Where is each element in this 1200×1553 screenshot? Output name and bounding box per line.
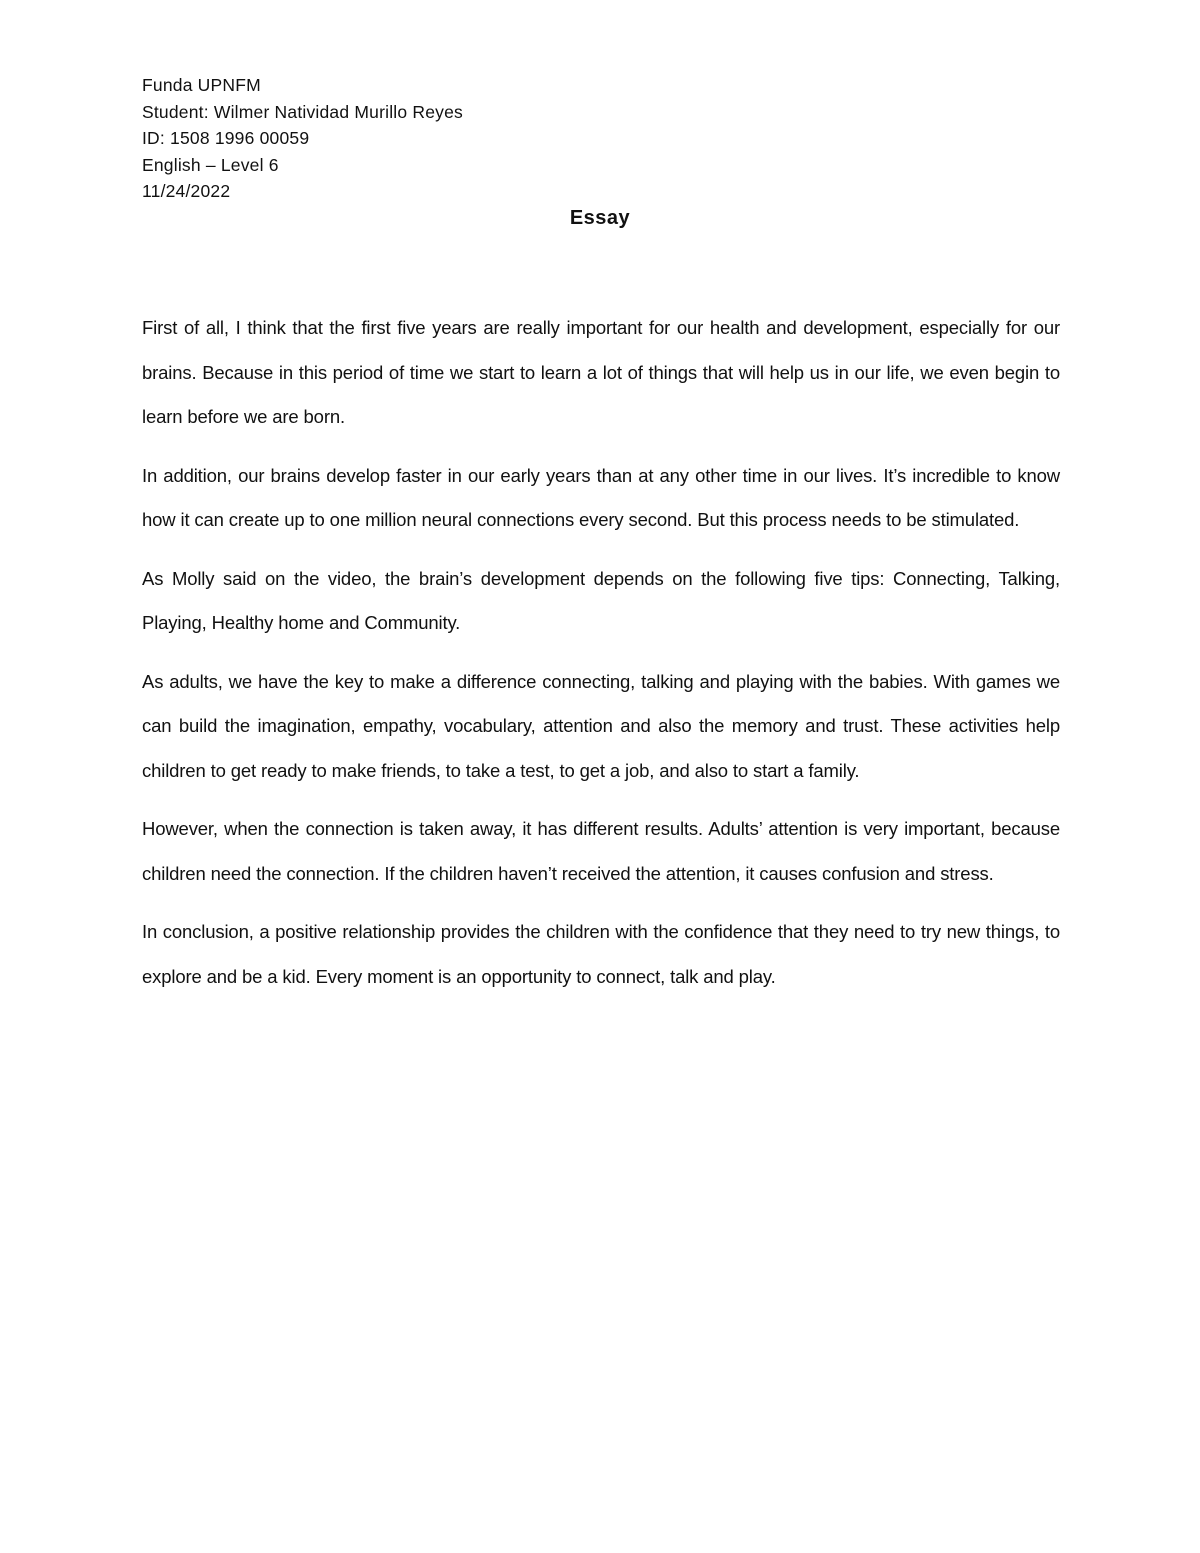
student-line: Student: Wilmer Natividad Murillo Reyes [142, 101, 463, 122]
course-line: English – Level 6 [142, 154, 279, 175]
paragraph-3: As Molly said on the video, the brain’s development depends on the following five tips: Connecting, Talking, Playing, Healthy home and Community. [142, 567, 1060, 633]
essay-body [142, 306, 1060, 1013]
paragraph-4: As adults, we have the key to make a difference connecting, talking and playing with the babies. With games we can build the imagination, empathy, vocabulary, attention and also the memory and trust. These activities help children to get ready to make friends, to take a test, to get a job, and also to start a family. [142, 670, 1060, 781]
paragraph-5: However, when the connection is taken away, it has different results. Adults’ attention is very important, because children need the connection. If the children haven’t received the attention, it causes confusion and stress. [142, 818, 1060, 884]
date-line: 11/24/2022 [142, 181, 231, 201]
paragraph-1: First of all, I think that the first five years are really important for our health and development, especially for our brains. Because in this period of time we start to learn a lot of things that will help us in our life, we even begin to learn before we are born. [142, 317, 1060, 427]
institution-line: Funda UPNFM [142, 75, 261, 95]
paragraph-6: In conclusion, a positive relationship provides the children with the confidence that they need to try new things, to explore and be a kid. Every moment is an opportunity to connect, talk and play. [142, 921, 1060, 987]
document-header [142, 72, 463, 205]
paragraph-2: In addition, our brains develop faster in our early years than at any other time in our lives. It’s incredible to know how it can create up to one million neural connections every second. But this process needs to be stimulated. [142, 464, 1060, 530]
essay-title: Essay [569, 207, 631, 229]
id-line: ID: 1508 1996 00059 [142, 128, 310, 148]
